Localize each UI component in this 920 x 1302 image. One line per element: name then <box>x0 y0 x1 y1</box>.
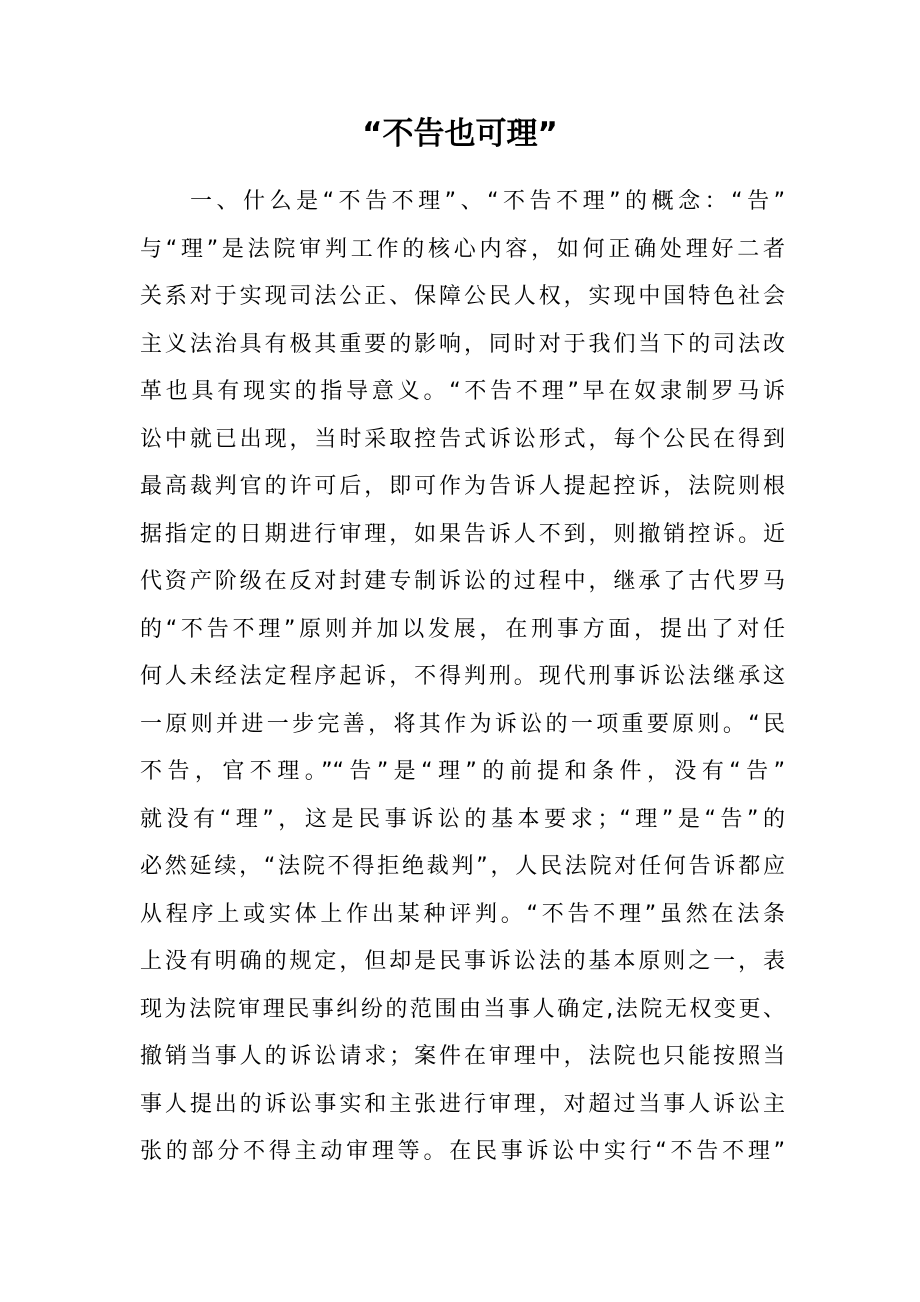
paragraph-line: 必然延续，“法院不得拒绝裁判”，人民法院对任何告诉都应 <box>140 854 785 879</box>
paragraph-line: 张的部分不得主动审理等。在民事诉讼中实行“不告不理” <box>140 1139 785 1164</box>
paragraph-line: 就没有“理”，这是民事诉讼的基本要求；“理”是“告”的 <box>140 806 785 832</box>
paragraph-line: 关系对于实现司法公正、保障公民人权，实现中国特色社会 <box>140 284 785 309</box>
paragraph-line: 事人提出的诉讼事实和主张进行审理，对超过当事人诉讼主 <box>140 1091 785 1117</box>
paragraph-line: 代资产阶级在反对封建专制诉讼的过程中，继承了古代罗马 <box>140 569 785 594</box>
paragraph-line: 与“理”是法院审判工作的核心内容，如何正确处理好二者 <box>140 236 785 262</box>
paragraph-line: 一原则并进一步完善，将其作为诉讼的一项重要原则。“民 <box>140 711 785 737</box>
paragraph-line: 一、什么是“不告不理”、“不告不理”的概念：“告” <box>190 189 785 214</box>
paragraph-line: 的“不告不理”原则并加以发展，在刑事方面，提出了对任 <box>140 616 785 642</box>
paragraph-line: 不告，官不理。”“告”是“理”的前提和条件，没有“告” <box>140 759 785 784</box>
paragraph-line: 现为法院审理民事纠纷的范围由当事人确定,法院无权变更、 <box>140 996 785 1022</box>
paragraph-line: 从程序上或实体上作出某种评判。“不告不理”虽然在法条 <box>140 901 785 927</box>
paragraph-line: 上没有明确的规定，但却是民事诉讼法的基本原则之一，表 <box>140 949 785 974</box>
paragraph-line: 最高裁判官的许可后，即可作为告诉人提起控诉，法院则根 <box>140 474 785 499</box>
paragraph-line: 据指定的日期进行审理，如果告诉人不到，则撤销控诉。近 <box>140 521 785 547</box>
paragraph-line: 讼中就已出现，当时采取控告式诉讼形式，每个公民在得到 <box>140 426 785 452</box>
paragraph-line: 主义法治具有极其重要的影响，同时对于我们当下的司法改 <box>140 331 785 357</box>
paragraph-line: 革也具有现实的指导意义。“不告不理”早在奴隶制罗马诉 <box>140 379 785 404</box>
document-title: “不告也可理” <box>362 116 558 152</box>
paragraph-line: 撤销当事人的诉讼请求；案件在审理中，法院也只能按照当 <box>140 1044 785 1069</box>
paragraph-line: 何人未经法定程序起诉，不得判刑。现代刑事诉讼法继承这 <box>140 664 785 689</box>
document-body <box>140 178 785 1176</box>
